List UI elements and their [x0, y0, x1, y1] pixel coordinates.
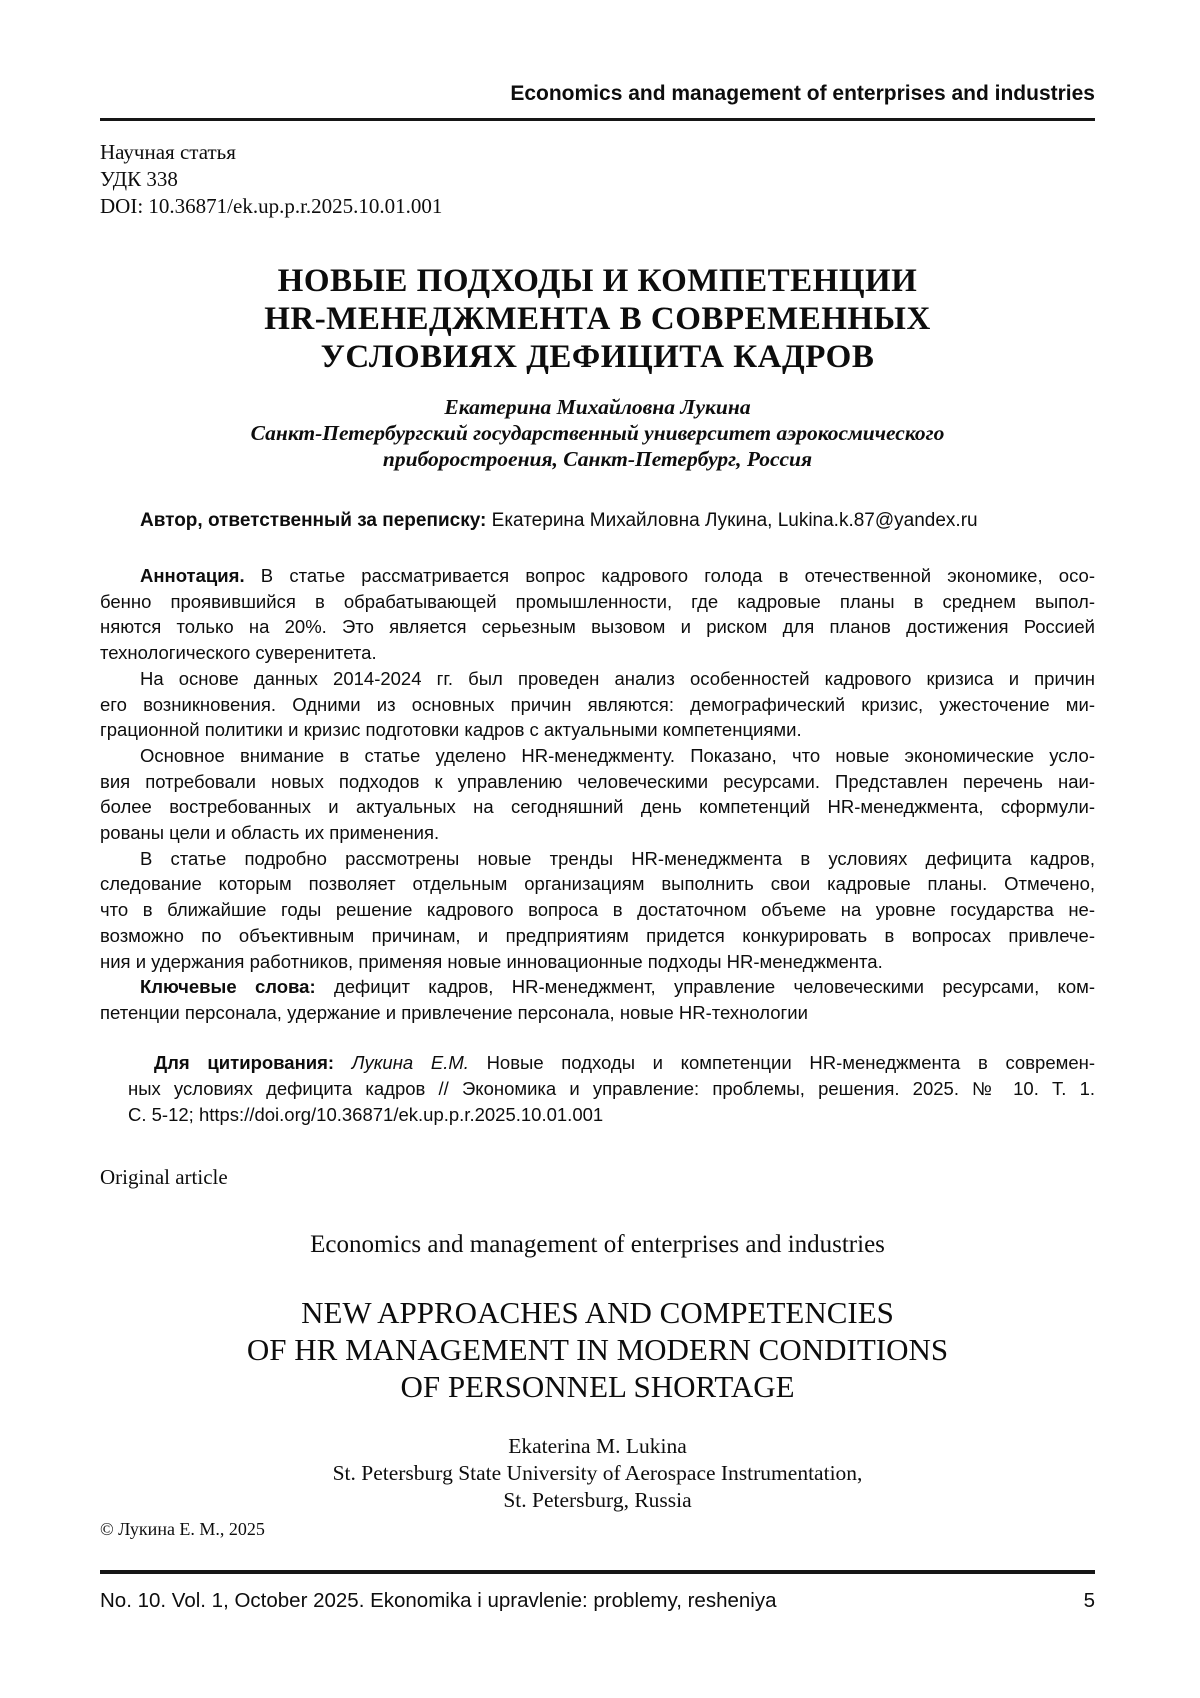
abstract-block: [100, 563, 1095, 1026]
footer-issue-info: No. 10. Vol. 1, October 2025. Ekonomika i upravlenie: problemy, resheniya: [100, 1589, 777, 1612]
title-en-line: OF HR MANAGEMENT IN MODERN CONDITIONS: [246, 1331, 949, 1367]
title-ru-line: HR-МЕНЕДЖМЕНТА В СОВРЕМЕННЫХ: [264, 301, 931, 337]
title-ru-line: УСЛОВИЯХ ДЕФИЦИТА КАДРОВ: [320, 339, 875, 375]
affiliation-en-line: St. Petersburg State University of Aerospace Instrumentation,: [332, 1460, 863, 1485]
affiliation-ru: [100, 420, 1095, 472]
corresponding-author-label: Автор, ответственный за переписку:: [140, 510, 487, 531]
citation-doi-link: С. 5-12; https://doi.org/10.36871/ek.up.p.r.2025.10.01.001: [128, 1103, 604, 1125]
abstract-paragraph-3: Основное внимание в статье уделено HR-менеджменту. Показано, что новые экономические усло- вия потребовали новых подходов к управлению человеческими ресурсами. Представлен перечень наи- более востребованных и актуальных на сегодняшний день компетенций HR-менеджмента, сформули- рованы цели и область их применения.: [100, 744, 1095, 844]
page-footer: [100, 1588, 1095, 1614]
keywords-label: Ключевые слова:: [140, 976, 316, 998]
title-en-line: NEW APPROACHES AND COMPETENCIES: [301, 1294, 894, 1330]
abstract-paragraph-2: На основе данных 2014-2024 гг. был проведен анализ особенностей кадрового кризиса и причин его возникновения. Одними из основных причин являются: демографический кризис, ужесточение ми- грационной политики и кризис подготовки кадров с актуальными компетенциями.: [100, 667, 1095, 741]
page-number: 5: [1083, 1589, 1095, 1612]
abstract-paragraph-1: Аннотация. В статье рассматривается вопрос кадрового голода в отечественной экономике, осо- бенно проявившийся в обрабатывающей промышленности, где кадровые планы в среднем выпол- няются только на 20%. Это является серьезным вызовом и риском для планов достижения Россией технологического суверенитета.: [100, 565, 1096, 664]
original-article-label: Original article: [100, 1164, 228, 1189]
udk-code: УДК 338: [100, 167, 178, 191]
keywords-paragraph: Ключевые слова: дефицит кадров, HR-менеджмент, управление человеческими ресурсами, ком- петенции персонала, удержание и привлечение персонала, новые HR-технологии: [100, 976, 1095, 1023]
corresponding-author-value: Екатерина Михайловна Лукина, Lukina.k.87@yandex.ru: [491, 510, 978, 531]
footer-rule: [100, 1570, 1095, 1574]
header-rule: [100, 118, 1095, 121]
copyright-line: © Лукина Е. М., 2025: [100, 1519, 265, 1539]
abstract-paragraph-4: В статье подробно рассмотрены новые тренды HR-менеджмента в условиях дефицита кадров, следование которым позволяет отдельным организациям выполнить свои кадровые планы. Отмечено, что в ближайшие годы решение кадрового вопроса в достаточном объеме на уровне государства не- возможно по объективным причинам, и предприятиям придется конкурировать в вопросах привлече- ния и удержания работников, применяя новые инновационные подходы HR-менеджмента.: [100, 847, 1095, 972]
affiliation-en-line: St. Petersburg, Russia: [503, 1487, 692, 1512]
affiliation-en: [100, 1460, 1095, 1514]
citation-label: Для цитирования:: [154, 1051, 335, 1073]
title-ru-line: НОВЫЕ ПОДХОДЫ И КОМПЕТЕНЦИИ: [277, 263, 918, 299]
corresponding-author-line: [100, 508, 1095, 533]
citation-block: Для цитирования: Лукина Е.М. Новые подходы и компетенции HR-менеджмента в современ- ных условиях дефицита кадров // Экономика и управление: проблемы, решения. 2025. № 10. Т. 1. С. 5-12; https://doi.org/10.36871/ek.up.p.r.2025.10.01.001: [128, 1050, 1095, 1128]
title-en-line: OF PERSONNEL SHORTAGE: [400, 1368, 795, 1404]
author-name-ru: Екатерина Михайловна Лукина: [444, 395, 751, 419]
article-title-en: [100, 1294, 1095, 1405]
citation-author: Лукина Е.М.: [351, 1051, 469, 1073]
doi-line: DOI: 10.36871/ek.up.p.r.2025.10.01.001: [100, 194, 443, 218]
affiliation-ru-line: приборостроения, Санкт-Петербург, Россия: [382, 447, 813, 471]
article-meta: [100, 139, 1095, 220]
article-type: Научная статья: [100, 140, 236, 164]
article-title-ru: [100, 262, 1095, 376]
journal-heading-en: Economics and management of enterprises and industries: [310, 1230, 885, 1258]
author-name-en: Ekaterina M. Lukina: [508, 1433, 687, 1458]
affiliation-ru-line: Санкт-Петербургский государственный университет аэрокосмического: [250, 421, 945, 445]
running-head: Economics and management of enterprises and industries: [510, 82, 1095, 105]
abstract-label: Аннотация.: [140, 565, 245, 586]
